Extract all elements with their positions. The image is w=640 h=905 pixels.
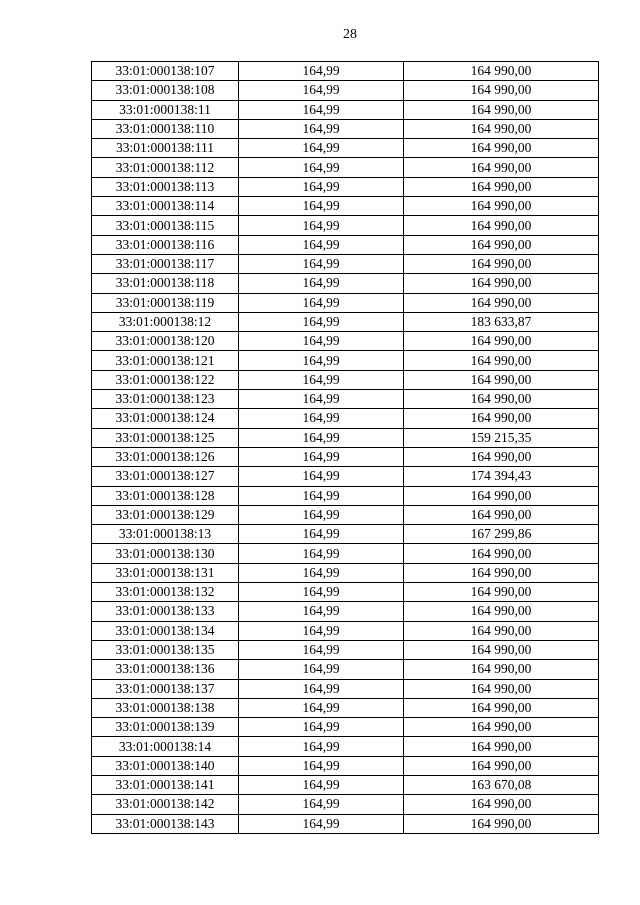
- cadastral-number-cell: 33:01:000138:117: [92, 254, 239, 273]
- value-cell: 164 990,00: [404, 660, 599, 679]
- value-cell: 174 394,43: [404, 467, 599, 486]
- value-cell: 164 990,00: [404, 486, 599, 505]
- area-cell: 164,99: [239, 351, 404, 370]
- area-cell: 164,99: [239, 332, 404, 351]
- table-row: [92, 312, 599, 331]
- value-cell: 164 990,00: [404, 409, 599, 428]
- area-cell: 164,99: [239, 467, 404, 486]
- area-cell: 164,99: [239, 525, 404, 544]
- value-cell: 164 990,00: [404, 274, 599, 293]
- cadastral-number-cell: 33:01:000138:133: [92, 602, 239, 621]
- table-row: [92, 216, 599, 235]
- value-cell: 164 990,00: [404, 351, 599, 370]
- table-row: [92, 119, 599, 138]
- cadastral-number-cell: 33:01:000138:142: [92, 795, 239, 814]
- area-cell: 164,99: [239, 447, 404, 466]
- value-cell: 164 990,00: [404, 370, 599, 389]
- cadastral-number-cell: 33:01:000138:116: [92, 235, 239, 254]
- cadastral-number-cell: 33:01:000138:108: [92, 81, 239, 100]
- cadastral-number-cell: 33:01:000138:132: [92, 583, 239, 602]
- area-cell: 164,99: [239, 312, 404, 331]
- table-row: [92, 718, 599, 737]
- cadastral-number-cell: 33:01:000138:141: [92, 775, 239, 794]
- area-cell: 164,99: [239, 158, 404, 177]
- area-cell: 164,99: [239, 235, 404, 254]
- cadastral-number-cell: 33:01:000138:110: [92, 119, 239, 138]
- table-row: [92, 756, 599, 775]
- table-row: [92, 563, 599, 582]
- cadastral-number-cell: 33:01:000138:129: [92, 505, 239, 524]
- value-cell: 159 215,35: [404, 428, 599, 447]
- area-cell: 164,99: [239, 216, 404, 235]
- area-cell: 164,99: [239, 737, 404, 756]
- table-row: [92, 795, 599, 814]
- area-cell: 164,99: [239, 621, 404, 640]
- cadastral-number-cell: 33:01:000138:120: [92, 332, 239, 351]
- area-cell: 164,99: [239, 274, 404, 293]
- area-cell: 164,99: [239, 119, 404, 138]
- value-cell: 164 990,00: [404, 62, 599, 81]
- area-cell: 164,99: [239, 293, 404, 312]
- table-row: [92, 428, 599, 447]
- table-row: [92, 390, 599, 409]
- area-cell: 164,99: [239, 718, 404, 737]
- cadastral-number-cell: 33:01:000138:113: [92, 177, 239, 196]
- area-cell: 164,99: [239, 795, 404, 814]
- cadastral-number-cell: 33:01:000138:136: [92, 660, 239, 679]
- area-cell: 164,99: [239, 197, 404, 216]
- cadastral-number-cell: 33:01:000138:107: [92, 62, 239, 81]
- cadastral-number-cell: 33:01:000138:123: [92, 390, 239, 409]
- cadastral-number-cell: 33:01:000138:11: [92, 100, 239, 119]
- table-row: [92, 254, 599, 273]
- table-row: [92, 139, 599, 158]
- cadastral-number-cell: 33:01:000138:126: [92, 447, 239, 466]
- cadastral-number-cell: 33:01:000138:138: [92, 698, 239, 717]
- cadastral-number-cell: 33:01:000138:122: [92, 370, 239, 389]
- value-cell: 164 990,00: [404, 756, 599, 775]
- value-cell: 164 990,00: [404, 737, 599, 756]
- area-cell: 164,99: [239, 679, 404, 698]
- area-cell: 164,99: [239, 100, 404, 119]
- table-row: [92, 544, 599, 563]
- table-row: [92, 332, 599, 351]
- value-cell: 164 990,00: [404, 119, 599, 138]
- value-cell: 164 990,00: [404, 621, 599, 640]
- cadastral-number-cell: 33:01:000138:127: [92, 467, 239, 486]
- value-cell: 164 990,00: [404, 505, 599, 524]
- area-cell: 164,99: [239, 602, 404, 621]
- cadastral-number-cell: 33:01:000138:130: [92, 544, 239, 563]
- table-row: [92, 197, 599, 216]
- value-cell: 164 990,00: [404, 679, 599, 698]
- value-cell: 164 990,00: [404, 583, 599, 602]
- value-cell: 164 990,00: [404, 332, 599, 351]
- cadastral-number-cell: 33:01:000138:114: [92, 197, 239, 216]
- table-row: [92, 81, 599, 100]
- area-cell: 164,99: [239, 254, 404, 273]
- area-cell: 164,99: [239, 756, 404, 775]
- value-cell: 164 990,00: [404, 100, 599, 119]
- cadastral-number-cell: 33:01:000138:14: [92, 737, 239, 756]
- value-cell: 164 990,00: [404, 698, 599, 717]
- page-number: 28: [343, 27, 357, 42]
- table-row: [92, 100, 599, 119]
- cadastral-number-cell: 33:01:000138:134: [92, 621, 239, 640]
- value-cell: 164 990,00: [404, 177, 599, 196]
- table-row: [92, 409, 599, 428]
- cadastral-number-cell: 33:01:000138:13: [92, 525, 239, 544]
- table-row: [92, 486, 599, 505]
- cadastral-number-cell: 33:01:000138:140: [92, 756, 239, 775]
- area-cell: 164,99: [239, 486, 404, 505]
- area-cell: 164,99: [239, 583, 404, 602]
- table-row: [92, 370, 599, 389]
- value-cell: 164 990,00: [404, 216, 599, 235]
- cadastral-number-cell: 33:01:000138:12: [92, 312, 239, 331]
- table-row: [92, 235, 599, 254]
- area-cell: 164,99: [239, 370, 404, 389]
- area-cell: 164,99: [239, 428, 404, 447]
- cadastral-number-cell: 33:01:000138:131: [92, 563, 239, 582]
- value-cell: 164 990,00: [404, 544, 599, 563]
- cadastral-number-cell: 33:01:000138:118: [92, 274, 239, 293]
- area-cell: 164,99: [239, 62, 404, 81]
- table-row: [92, 602, 599, 621]
- area-cell: 164,99: [239, 640, 404, 659]
- cadastral-number-cell: 33:01:000138:125: [92, 428, 239, 447]
- area-cell: 164,99: [239, 814, 404, 833]
- area-cell: 164,99: [239, 544, 404, 563]
- area-cell: 164,99: [239, 563, 404, 582]
- value-cell: 164 990,00: [404, 563, 599, 582]
- table-row: [92, 660, 599, 679]
- value-cell: 164 990,00: [404, 390, 599, 409]
- value-cell: 164 990,00: [404, 814, 599, 833]
- table-body: [92, 62, 599, 834]
- cadastral-number-cell: 33:01:000138:135: [92, 640, 239, 659]
- table-row: [92, 583, 599, 602]
- table-row: [92, 274, 599, 293]
- table-row: [92, 62, 599, 81]
- value-cell: 164 990,00: [404, 718, 599, 737]
- table-row: [92, 621, 599, 640]
- table-row: [92, 814, 599, 833]
- cadastral-number-cell: 33:01:000138:137: [92, 679, 239, 698]
- table-row: [92, 679, 599, 698]
- table-row: [92, 467, 599, 486]
- value-cell: 164 990,00: [404, 158, 599, 177]
- cadastral-number-cell: 33:01:000138:115: [92, 216, 239, 235]
- value-cell: 164 990,00: [404, 640, 599, 659]
- value-cell: 164 990,00: [404, 447, 599, 466]
- cadastral-value-table: [91, 61, 599, 834]
- area-cell: 164,99: [239, 390, 404, 409]
- table-row: [92, 505, 599, 524]
- table-row: [92, 698, 599, 717]
- table-row: [92, 351, 599, 370]
- table-row: [92, 737, 599, 756]
- value-cell: 164 990,00: [404, 81, 599, 100]
- cadastral-number-cell: 33:01:000138:139: [92, 718, 239, 737]
- cadastral-number-cell: 33:01:000138:128: [92, 486, 239, 505]
- area-cell: 164,99: [239, 775, 404, 794]
- cadastral-number-cell: 33:01:000138:111: [92, 139, 239, 158]
- value-cell: 164 990,00: [404, 139, 599, 158]
- value-cell: 167 299,86: [404, 525, 599, 544]
- table-row: [92, 293, 599, 312]
- cadastral-number-cell: 33:01:000138:143: [92, 814, 239, 833]
- value-cell: 164 990,00: [404, 795, 599, 814]
- table-row: [92, 640, 599, 659]
- table-row: [92, 158, 599, 177]
- table-row: [92, 775, 599, 794]
- value-cell: 164 990,00: [404, 254, 599, 273]
- cadastral-number-cell: 33:01:000138:112: [92, 158, 239, 177]
- cadastral-number-cell: 33:01:000138:119: [92, 293, 239, 312]
- value-cell: 164 990,00: [404, 197, 599, 216]
- area-cell: 164,99: [239, 505, 404, 524]
- area-cell: 164,99: [239, 660, 404, 679]
- area-cell: 164,99: [239, 698, 404, 717]
- value-cell: 163 670,08: [404, 775, 599, 794]
- area-cell: 164,99: [239, 81, 404, 100]
- table-row: [92, 177, 599, 196]
- value-cell: 164 990,00: [404, 293, 599, 312]
- value-cell: 183 633,87: [404, 312, 599, 331]
- area-cell: 164,99: [239, 409, 404, 428]
- value-cell: 164 990,00: [404, 235, 599, 254]
- area-cell: 164,99: [239, 139, 404, 158]
- value-cell: 164 990,00: [404, 602, 599, 621]
- area-cell: 164,99: [239, 177, 404, 196]
- table-row: [92, 525, 599, 544]
- cadastral-number-cell: 33:01:000138:124: [92, 409, 239, 428]
- table-row: [92, 447, 599, 466]
- cadastral-number-cell: 33:01:000138:121: [92, 351, 239, 370]
